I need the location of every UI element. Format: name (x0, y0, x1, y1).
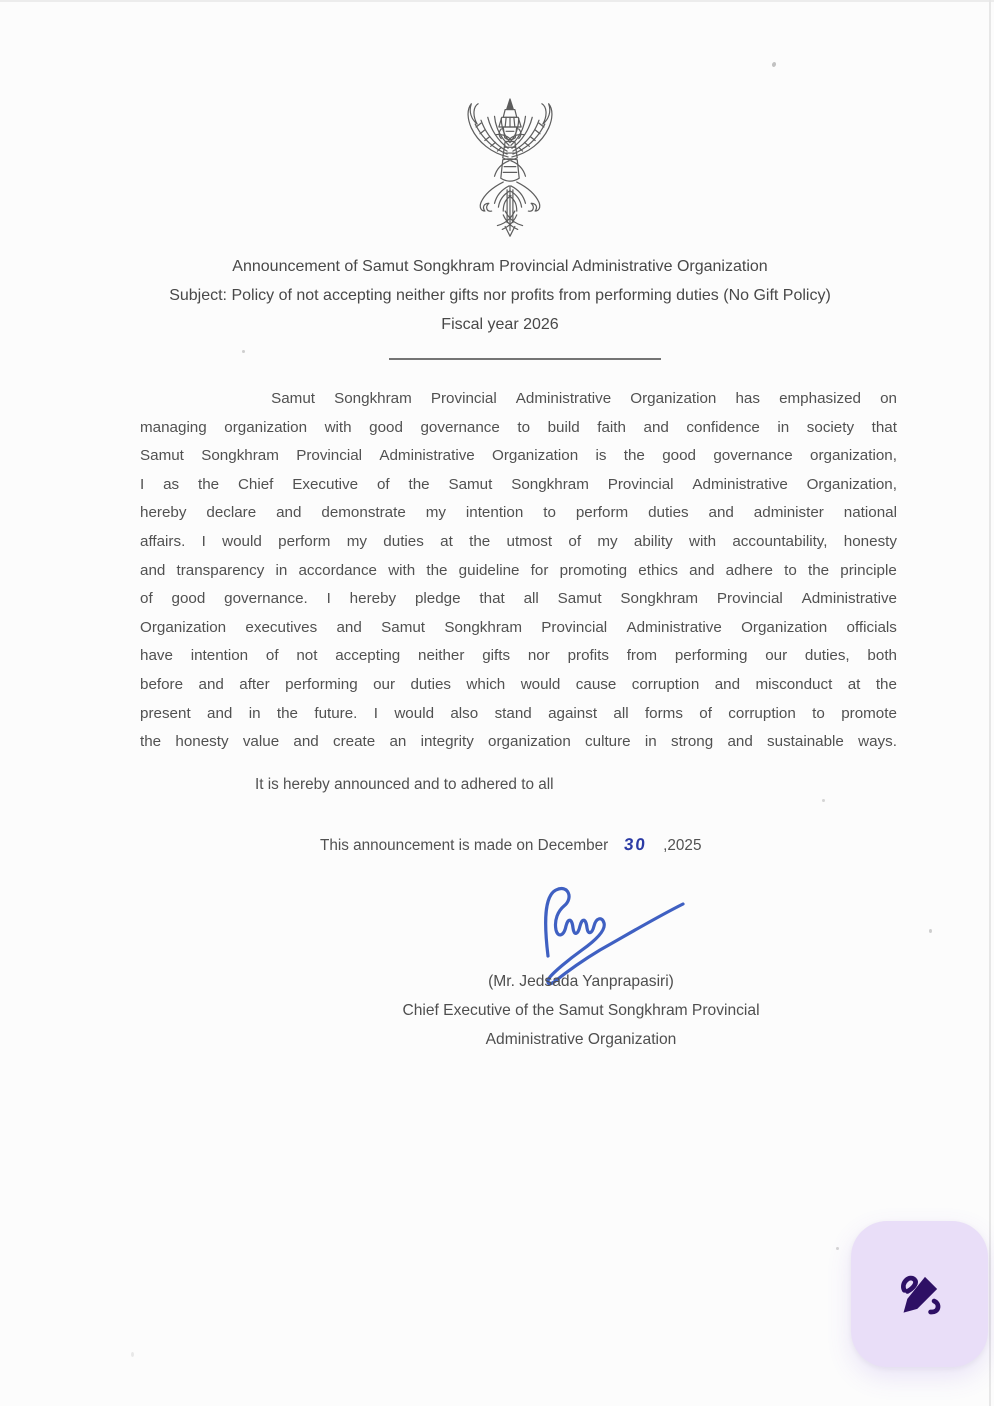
garuda-emblem (447, 97, 573, 242)
document-title (57, 252, 943, 340)
signer-title-line: Administrative Organization (485, 1030, 677, 1048)
body-line: Samut Songkhram Provincial Administrative Organization is the good governance organization, (140, 447, 897, 465)
scan-speck (822, 799, 825, 802)
body-line: have intention of not accepting neither gifts nor profits from performing our duties, both (140, 647, 897, 665)
body-line: managing organization with good governance to build faith and confidence in society that (140, 418, 897, 436)
handwritten-day: 30 (623, 835, 649, 854)
scan-speck (242, 350, 245, 353)
title-line: Fiscal year 2026 (441, 316, 559, 334)
scan-speck (771, 61, 776, 67)
scan-speck (836, 1247, 839, 1250)
title-line: Announcement of Samut Songkhram Provincial Administrative Organization (232, 258, 768, 275)
body-line: Samut Songkhram Provincial Administrative Organization has emphasized on (271, 390, 897, 407)
body-line: hereby declare and demonstrate my intention to perform duties and administer national (140, 504, 897, 522)
date-year: ,2025 (663, 837, 702, 854)
closing-line: It is hereby announced and to adhered to all (255, 776, 554, 793)
body-line: the honesty value and create an integrity organization culture in strong and sustainable ways. (140, 733, 897, 751)
body-line: before and after performing our duties which would cause corruption and misconduct at the (140, 675, 897, 693)
signer-title-line: Chief Executive of the Samut Songkhram Provincial (402, 1001, 760, 1019)
body-line: of good governance. I hereby pledge that all Samut Songkhram Provincial Administrative (140, 590, 897, 608)
title-divider-line (389, 358, 661, 360)
body-line: present and in the future. I would also stand against all forms of corruption to promote (140, 704, 897, 722)
signer-block (381, 968, 781, 1054)
date-prefix: This announcement is made on December (320, 837, 609, 854)
announcement-body (140, 390, 897, 762)
page-top-edge (0, 0, 994, 2)
sign-document-fab[interactable] (851, 1221, 988, 1367)
signer-title (381, 997, 781, 1055)
body-line: I as the Chief Executive of the Samut Songkhram Provincial Administrative Organization, (140, 475, 897, 493)
body-line: and transparency in accordance with the guideline for promoting ethics and adhere to the principle (140, 561, 897, 579)
date-line (320, 835, 701, 855)
body-line: Organization executives and Samut Songkhram Provincial Administrative Organization officials (140, 618, 897, 636)
body-line: affairs. I would perform my duties at the utmost of my ability with accountability, honesty (140, 532, 897, 550)
page-right-edge (989, 0, 991, 1406)
scan-speck (131, 1352, 134, 1357)
signer-name: (Mr. Jedsada Yanprapasiri) (488, 973, 674, 990)
title-line: Subject: Policy of not accepting neither gifts nor profits from performing duties (No Gift Policy) (169, 287, 831, 305)
signature-pen-icon (894, 1268, 946, 1320)
scan-speck (929, 929, 932, 933)
